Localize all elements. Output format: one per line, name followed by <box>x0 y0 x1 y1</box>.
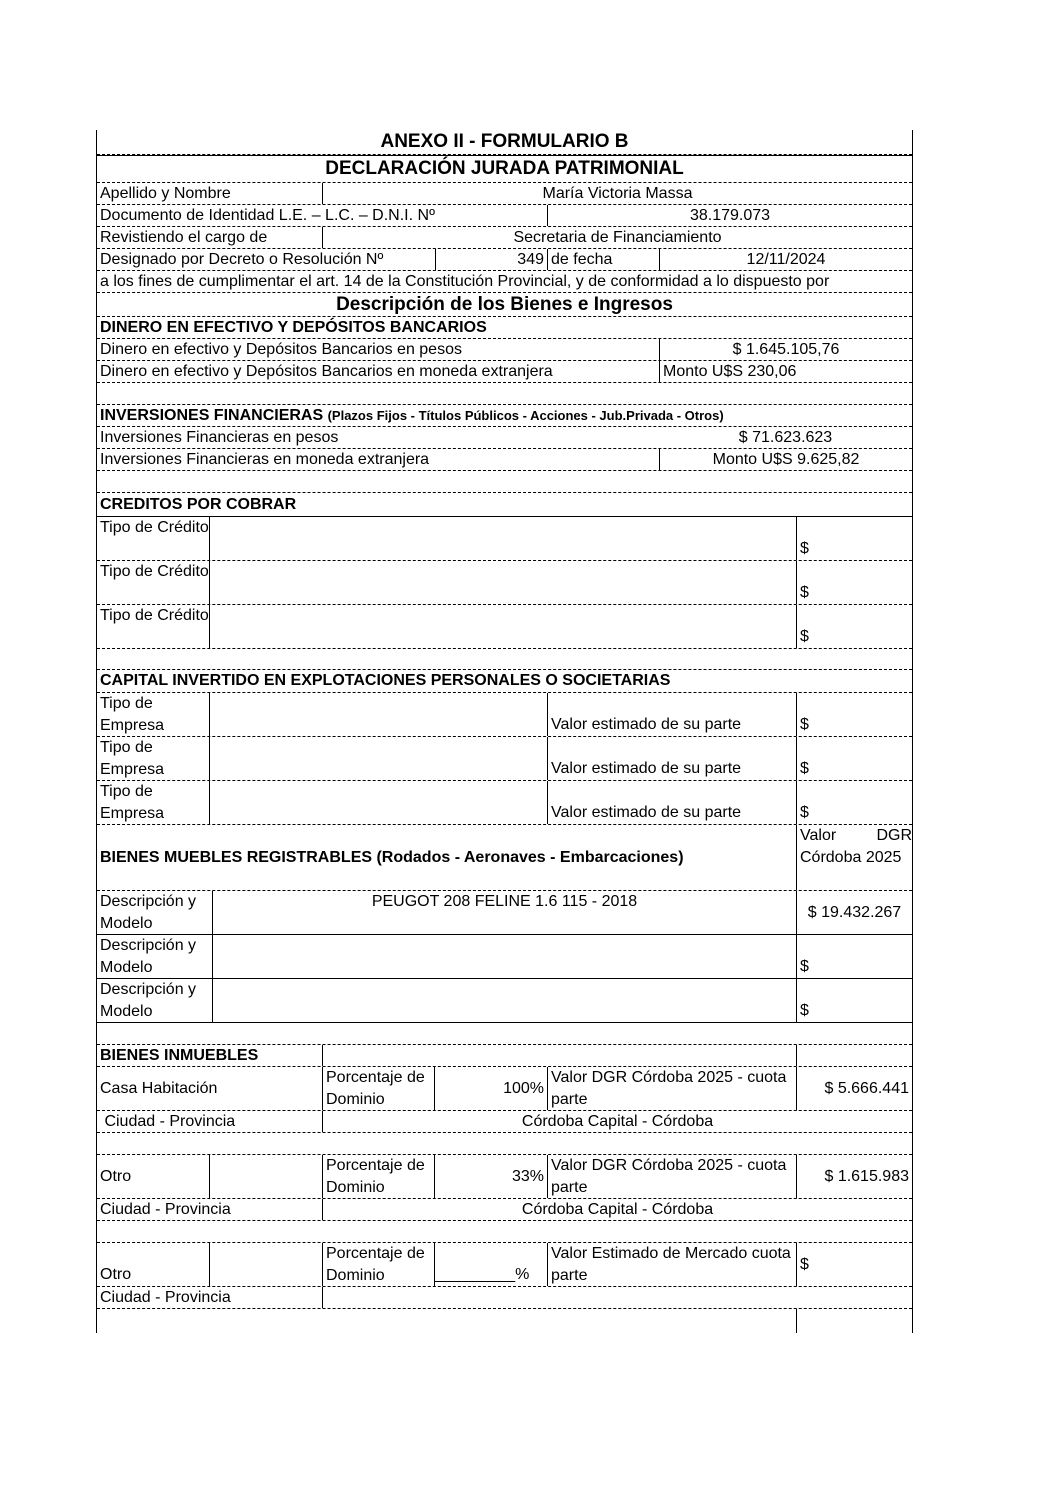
inversiones-pesos-label: Inversiones Financieras en pesos <box>100 429 339 446</box>
descripcion-row <box>97 293 912 317</box>
inmueble-row <box>97 1067 912 1111</box>
capital-value: $ <box>796 693 912 736</box>
dinero-pesos-label: Dinero en efectivo y Depósitos Bancarios en pesos <box>100 341 462 358</box>
capital-description <box>209 693 547 736</box>
inversiones-subtitle: (Plazos Fijos - Títulos Públicos - Acciones - Jub.Privada - Otros) <box>327 408 724 423</box>
dinero-title-row <box>97 317 912 339</box>
spacer-row <box>97 649 912 670</box>
declaracion-jurada-form <box>96 130 913 1333</box>
mueble-row <box>97 935 912 979</box>
spacer-row <box>97 471 912 493</box>
inmueble-type: Otro <box>100 1167 132 1185</box>
anexo-row <box>97 130 912 155</box>
inmueble-row <box>97 1155 912 1199</box>
credito-value: $ <box>796 561 912 604</box>
spacer-row <box>97 383 912 405</box>
inmueble-ciudad-row <box>97 1199 912 1221</box>
anexo-title: ANEXO II - FORMULARIO B <box>380 131 629 152</box>
credito-row <box>97 561 912 605</box>
spacer-row <box>97 1023 912 1045</box>
cargo-label: Revistiendo el cargo de <box>100 229 268 246</box>
mueble-label: Descripción y Modelo <box>100 937 197 976</box>
inmueble-valor: $ <box>796 1243 912 1286</box>
declaracion-title: DECLARACIÓN JURADA PATRIMONIAL <box>325 158 684 179</box>
inmueble-valor: $ 5.666.441 <box>796 1067 912 1110</box>
credito-description <box>209 605 796 648</box>
credito-value: $ <box>796 517 912 560</box>
inmueble-ciudad-label: Ciudad - Provincia <box>100 1289 231 1306</box>
capital-valor-label: Valor estimado de su parte <box>547 737 796 780</box>
capital-row <box>97 693 912 737</box>
inmueble-valor-label: Valor DGR Córdoba 2025 - cuota parte <box>547 1067 796 1110</box>
inversiones-pesos-row <box>97 427 912 449</box>
capital-valor-label: Valor estimado de su parte <box>547 693 796 736</box>
capital-title-row <box>97 670 912 693</box>
capital-label: Tipo de Empresa <box>100 783 165 822</box>
inmueble-valor-label: Valor Estimado de Mercado cuota parte <box>547 1243 796 1286</box>
inmueble-row <box>97 1243 912 1287</box>
fines-text: a los fines de cumplimentar el art. 14 de la Constitución Provincial, y de conformidad a lo dispuesto por <box>100 273 830 290</box>
inversiones-extranjera-label: Inversiones Financieras en moneda extranjera <box>100 451 430 468</box>
documento-label: Documento de Identidad L.E. – L.C. – D.N.I. Nº <box>100 207 435 224</box>
capital-valor-label: Valor estimado de su parte <box>547 781 796 824</box>
dinero-title: DINERO EN EFECTIVO Y DEPÓSITOS BANCARIOS <box>100 319 487 336</box>
mueble-value: $ <box>796 935 912 978</box>
cargo-value: Secretaria de Financiamiento <box>322 227 912 248</box>
mueble-description <box>212 935 796 978</box>
inmueble-ciudad-label: Ciudad - Provincia <box>100 1113 236 1130</box>
inmueble-valor: $ 1.615.983 <box>796 1155 912 1198</box>
capital-label: Tipo de Empresa <box>100 695 165 734</box>
inmueble-ciudad-label: Ciudad - Provincia <box>100 1201 231 1218</box>
spacer-row <box>97 1133 912 1155</box>
inversiones-pesos-value: $ 71.623.623 <box>738 429 833 446</box>
inmueble-ciudad-value <box>322 1287 912 1308</box>
nombre-row <box>97 183 912 205</box>
credito-row <box>97 605 912 649</box>
nombre-label: Apellido y Nombre <box>100 185 231 202</box>
mueble-row <box>97 891 912 935</box>
creditos-title: CREDITOS POR COBRAR <box>100 496 297 513</box>
inmueble-ciudad-value: Córdoba Capital - Córdoba <box>322 1111 912 1132</box>
inmueble-type: Casa Habitación <box>100 1079 218 1097</box>
muebles-valor-header: Valor DGR Córdoba 2025 <box>796 825 912 890</box>
inmueble-ciudad-row <box>97 1111 912 1133</box>
capital-value: $ <box>796 737 912 780</box>
mueble-value: $ 19.432.267 <box>796 891 912 934</box>
inmueble-porcentaje-label: Porcentaje de Dominio <box>322 1067 434 1110</box>
inmuebles-title-row <box>97 1045 912 1067</box>
inmuebles-title: BIENES INMUEBLES <box>100 1047 259 1064</box>
inversiones-extranjera-value: Monto U$S 9.625,82 <box>659 449 912 470</box>
dinero-extranjera-label: Dinero en efectivo y Depósitos Bancarios en moneda extranjera <box>100 363 553 380</box>
final-row <box>97 1309 912 1333</box>
credito-label: Tipo de Crédito <box>100 607 209 624</box>
capital-row <box>97 737 912 781</box>
spacer-row <box>97 1221 912 1243</box>
empty-cell <box>322 1045 796 1066</box>
dinero-extranjera-value: Monto U$S 230,06 <box>659 361 912 382</box>
capital-title: CAPITAL INVERTIDO EN EXPLOTACIONES PERSONALES O SOCIETARIAS <box>100 672 671 689</box>
empty-cell <box>209 1243 322 1286</box>
credito-value: $ <box>796 605 912 648</box>
descripcion-title: Descripción de los Bienes e Ingresos <box>336 293 673 315</box>
declaracion-row <box>97 155 912 183</box>
cargo-row <box>97 227 912 249</box>
inmueble-ciudad-row <box>97 1287 912 1309</box>
inversiones-title-row <box>97 405 912 427</box>
inmueble-porcentaje-label: Porcentaje de Dominio <box>322 1243 434 1286</box>
empty-cell <box>796 1045 912 1066</box>
inmueble-valor-label: Valor DGR Córdoba 2025 - cuota parte <box>547 1155 796 1198</box>
inmueble-porcentaje-label: Porcentaje de Dominio <box>322 1155 434 1198</box>
credito-row <box>97 517 912 561</box>
inmueble-porcentaje-value: _________% <box>434 1243 547 1286</box>
mueble-label: Descripción y Modelo <box>100 981 197 1020</box>
capital-label: Tipo de Empresa <box>100 739 165 778</box>
dinero-extranjera-row <box>97 361 912 383</box>
creditos-title-row <box>97 493 912 517</box>
mueble-row <box>97 979 912 1023</box>
inmueble-porcentaje-value: 100% <box>434 1067 547 1110</box>
fecha-label: de fecha <box>547 249 659 270</box>
capital-description <box>209 781 547 824</box>
credito-label: Tipo de Crédito <box>100 519 209 536</box>
decreto-row <box>97 249 912 271</box>
inversiones-title-text: INVERSIONES FINANCIERAS <box>100 407 324 424</box>
mueble-value: $ <box>796 979 912 1022</box>
muebles-title-row <box>97 825 912 891</box>
empty-cell <box>209 1155 322 1198</box>
documento-row <box>97 205 912 227</box>
mueble-description <box>212 979 796 1022</box>
fines-row <box>97 271 912 293</box>
mueble-description: PEUGOT 208 FELINE 1.6 115 - 2018 <box>212 891 796 934</box>
inmueble-type: Otro <box>100 1266 132 1283</box>
fecha-value: 12/11/2024 <box>659 249 912 270</box>
dinero-pesos-row <box>97 339 912 361</box>
dinero-pesos-value: $ 1.645.105,76 <box>659 339 912 360</box>
credito-label: Tipo de Crédito <box>100 563 209 580</box>
muebles-title: BIENES MUEBLES REGISTRABLES (Rodados - Aeronaves - Embarcaciones) <box>100 848 684 866</box>
documento-value: 38.179.073 <box>547 205 912 226</box>
inversiones-title <box>97 405 912 426</box>
nombre-value: María Victoria Massa <box>322 183 912 204</box>
decreto-label: Designado por Decreto o Resolución Nº <box>100 251 384 268</box>
inversiones-extranjera-row <box>97 449 912 471</box>
credito-description <box>209 561 796 604</box>
empty-cell <box>796 1309 912 1333</box>
capital-row <box>97 781 912 825</box>
inmueble-porcentaje-value: 33% <box>434 1155 547 1198</box>
mueble-label: Descripción y Modelo <box>100 893 197 932</box>
inmueble-ciudad-value: Córdoba Capital - Córdoba <box>322 1199 912 1220</box>
capital-description <box>209 737 547 780</box>
decreto-value: 349 <box>435 249 547 270</box>
credito-description <box>209 517 796 560</box>
capital-value: $ <box>796 781 912 824</box>
